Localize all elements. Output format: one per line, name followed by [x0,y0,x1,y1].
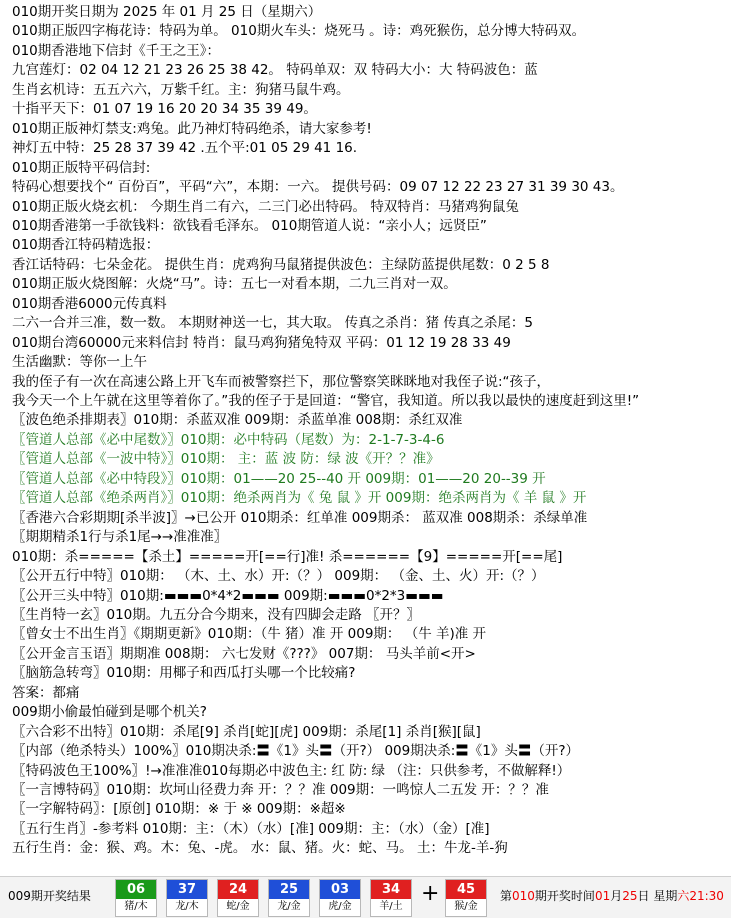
time-mid: 期开奖时间 [534,889,595,903]
time-day: 25 [622,889,638,903]
result-ball [370,879,412,917]
text-line: 〖六合彩不出特〗010期：杀尾[9] 杀肖[蛇][虎] 009期：杀尾[1] 杀肖[猴][鼠] [12,723,481,740]
time-sep: 月 [610,889,623,903]
time-prefix: 第 [500,889,513,903]
ball-zodiac-element: 猪/木 [124,901,148,912]
result-ball [268,879,310,917]
text-line: 二六一合并三准，数一数。 本期财神送一七，其大取。 传真之杀肖：猪 传真之杀尾：5 [12,315,533,332]
text-line: 010期香港第一手欲钱料：欲钱看毛泽东。 010期管道人说：“亲小人；远贤臣” [12,217,487,234]
text-line: 010期正版火烧图解：火烧“马”。诗：五七一对看本期，二九三肖对一双。 [12,276,457,293]
result-ball [319,879,361,917]
draw-result-label: 009期开奖结果 [8,889,91,903]
ball-zodiac-element: 虎/金 [328,901,352,912]
time-clock: 21:30 [689,889,724,903]
result-ball [115,879,157,917]
text-line: 〖管道人总部《必中尾数》〗010期：必中特码（尾数）为：2-1-7-3-4-6 [12,431,445,448]
ball-number: 37 [167,880,207,899]
ball-zodiac-element: 龙/木 [175,901,199,912]
text-line: 010期香江特码精选报： [12,237,160,254]
text-line: 九宫莲灯：02 04 12 21 23 26 25 38 42。 特码单双：双 特码大小：大 特码波色：蓝 [12,62,538,79]
text-line: 010期开奖日期为 2025 年 01 月 25 日（星期六） [12,4,322,20]
text-line: 生活幽默：等你一上午 [12,354,147,371]
ball-zodiac-element: 龙/金 [277,901,301,912]
result-ball [217,879,259,917]
text-line: 〖生肖特一玄〗010期。九五分合今期来，没有四脚会走路 〖开？〗 [12,606,421,623]
text-line: 特码心想要找个“ 百份百”，平码“六”，本期：一六。 提供号码：09 07 12 22 23 27 31 39 30 43。 [12,179,624,196]
result-ball [166,879,208,917]
ball-zodiac-element: 蛇/金 [226,901,250,912]
time-weekday: 六 [677,889,690,903]
text-line: 010期正版神灯禁支:鸡兔。此乃神灯特码绝杀，请大家参考! [12,120,372,137]
text-line: 010期正版特平码信封: [12,159,151,176]
text-line: 010期香港地下信封《千王之王》： [12,42,221,59]
plus-sign: + [421,881,440,906]
text-line: 〖香港六合彩期期[杀半波]〗→已公开 010期杀：红单准 009期杀： 蓝双准 008期杀：杀绿单准 [12,509,588,526]
text-line: 〖内部（绝杀特头）100%〗010期决杀:〓《1》头〓（开?） 009期决杀:〓《1》头〓（开?） [12,743,580,760]
text-line: 〖管道人总部《必中特段》〗010期：01——20 25--40 开 009期：01——20 20--39 开 [12,470,546,487]
text-line: 我的侄子有一次在高速公路上开飞车而被警察拦下，那位警察笑眯眯地对我侄子说:“孩子， [12,373,551,390]
time-period: 010 [512,889,535,903]
text-line: 十指平天下：01 07 19 16 20 20 34 35 39 49。 [12,101,317,118]
text-line: 〖脑筋急转弯〗010期：用椰子和西瓜打头哪一个比较痛? [12,665,356,682]
text-line: 我今天一个上午就在这里等着你了。”我的侄子于是回道：“警官，我知道。所以我以最快的速度赶到这里!” [12,393,640,409]
text-line: 010期台湾60000元来料信封 特肖：鼠马鸡狗猪兔特双 平码：01 12 19 28 33 49 [12,334,511,351]
text-line: 五行生肖：金：猴、鸡。木：兔、-虎。 水：鼠、猪。火：蛇、马。 土：牛龙-羊-狗 [12,840,508,857]
result-ball [445,879,487,917]
ball-number: 03 [320,880,360,899]
text-line: 〖曾女士不出生肖〗《期期更新》010期：（牛 猪）准 开 009期： （牛 羊)准 开 [12,626,487,643]
ball-zodiac-element: 猴/金 [454,901,478,912]
text-line: 香江话特码：七朵金花。 提供生肖：虎鸡狗马鼠猪提供波色：主绿防蓝提供尾数：0 2 5 8 [12,256,550,273]
text-line: 〖期期精杀1行与杀1尾→→准准准〗 [12,529,228,546]
ball-zodiac-element: 羊/土 [379,901,403,912]
text-line: 〖特码波色王100%〗!→准准准010每期必中波色主: 红 防: 绿 （注：只供参考，不做解释!） [12,762,571,779]
ball-number: 24 [218,880,258,899]
text-line: 〖管道人总部《绝杀两肖》〗010期：绝杀两肖为《 兔 鼠 》开 009期：绝杀两肖为《 羊 鼠 》开 [12,490,587,507]
text-line: 〖公开金言玉语〗期期准 008期： 六七发财《???》 007期： 马头羊前<开> [12,645,476,662]
text-line: 010期正版火烧玄机： 今期生肖二有六，二三门必出特码。 特双特肖：马猪鸡狗鼠兔 [12,198,519,215]
ball-number: 34 [371,880,411,899]
draw-result-bar [0,876,731,918]
text-line: 009期小偷最怕碰到是哪个机关? [12,704,207,721]
ball-number: 06 [116,880,156,899]
text-line: 〖管道人总部《一波中特》〗010期： 主：蓝 波 防：绿 波《开？？准》 [12,451,440,468]
text-line: 010期：杀=====【杀土】=====开[==行]准! 杀======【9】=====开[==尾] [12,548,563,565]
text-line: 〖波色绝杀排期表〗010期：杀蓝双准 009期：杀蓝单准 008期：杀红双准 [12,412,463,429]
text-line: 〖公开五行中特〗010期： （木、土、水）开:（？） 009期： （金、土、火）开:（？） [12,568,545,585]
text-line: 〖公开三头中特〗010期:▬▬▬0*4*2▬▬▬ 009期:▬▬▬0*2*3▬▬▬ [12,587,444,604]
ball-number: 45 [446,880,486,899]
text-line: 010期香港6000元传真料 [12,295,167,312]
text-line: 〖一言博特码〗010期：坎坷山径费力奔 开：？？准 009期：一鸣惊人二五发 开：？？准 [12,782,549,798]
next-draw-time [500,887,724,904]
text-line: 神灯五中特：25 28 37 39 42 .五个平:01 05 29 41 16. [12,140,358,157]
time-month: 01 [594,889,611,903]
text-line: 答案：都痛 [12,684,80,701]
text-line: 010期正版四字梅花诗：特码为单。 010期火车头：烧死马 。诗：鸡死猴伤，总分博大特码双。 [12,23,586,40]
time-suffix: 日 星期 [637,889,678,903]
ball-number: 25 [269,880,309,899]
text-line: 生肖玄机诗：五五六六，万紫千红。主：狗猪马鼠牛鸡。 [12,81,350,98]
text-line: 〖一字解特码〗：[原创] 010期：※ 于 ※ 009期：※超※ [12,801,346,818]
text-line: 〖五行生肖〗-参考料 010期：主：（木）（水）[准] 009期：主：（水）（金）[准] [12,820,490,837]
